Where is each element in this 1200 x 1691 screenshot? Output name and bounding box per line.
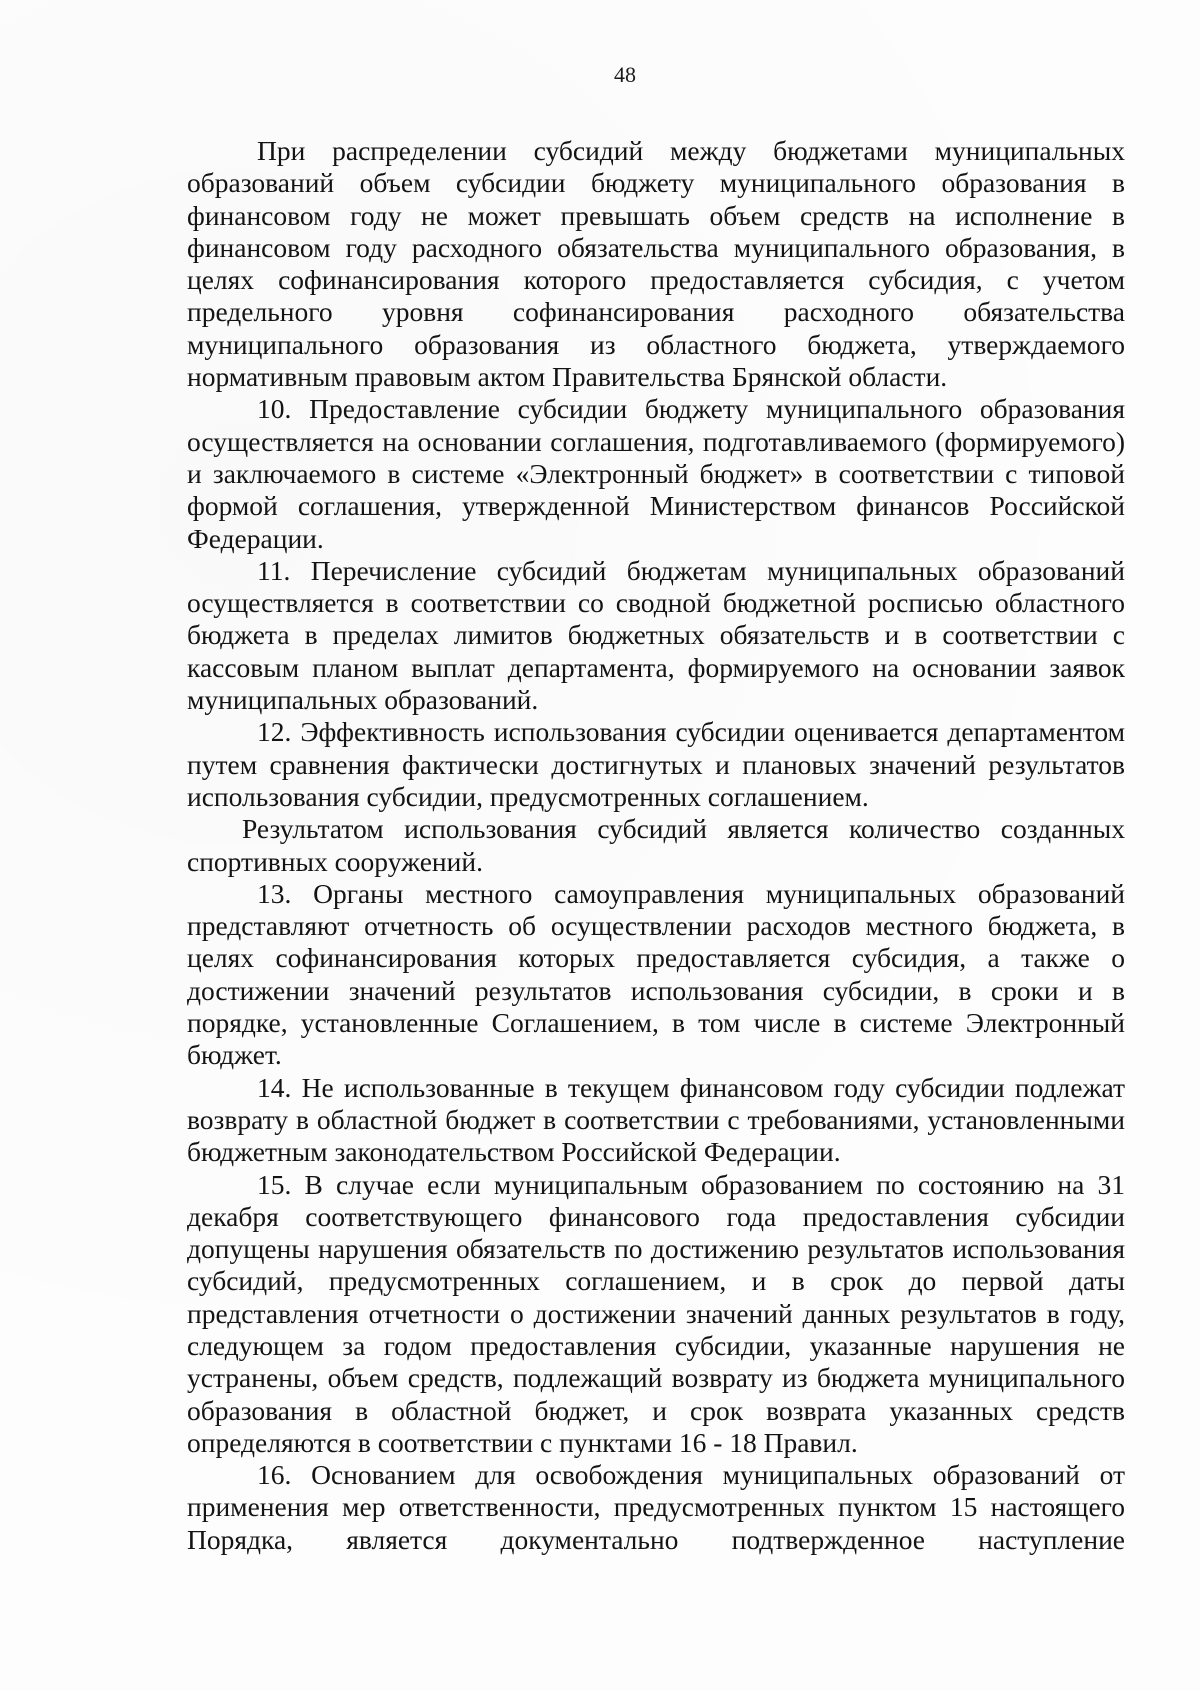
paragraph-11: 11. Перечисление субсидий бюджетам муниципальных образований осуществляется в соответствии со сводной бюджетной росписью областного бюджета в пределах лимитов бюджетных обязательств и в соответствии с кассовым планом выплат департамента, формируемого на основании заявок муниципальных образований. <box>187 554 1125 716</box>
page-number: 48 <box>614 62 636 87</box>
paragraph-16: 16. Основанием для освобождения муниципальных образований от применения мер ответственности, предусмотренных пунктом 15 настоящего Порядка, является документально подтвержденное наступление <box>187 1459 1125 1555</box>
paragraph-15: 15. В случае если муниципальным образованием по состоянию на 31 декабря соответствующего финансового года предоставления субсидии допущены нарушения обязательств по достижению результатов использования субсидий, предусмотренных соглашением, и в срок до первой даты представления отчетности о достижении значений данных результатов в году, следующем за годом предоставления субсидии, указанные нарушения не устранены, объем средств, подлежащий возврату из бюджета муниципального образования в областной бюджет, и срок возврата указанных средств определяются в соответствии с пунктами 16 - 18 Правил. <box>187 1168 1125 1458</box>
paragraph-10: 10. Предоставление субсидии бюджету муниципального образования осуществляется на основании соглашения, подготавливаемого (формируемого) и заключаемого в системе «Электронный бюджет» в соответствии с типовой формой соглашения, утвержденной Министерством финансов Российской Федерации. <box>187 393 1125 554</box>
document-body <box>187 135 1125 1556</box>
paragraph-subsidy-distribution: При распределении субсидий между бюджетами муниципальных образований объем субсидии бюджету муниципального образования в финансовом году не может превышать объем средств на исполнение в финансовом году расходного обязательства муниципального образования, в целях софинансирования которого предоставляется субсидия, с учетом предельного уровня софинансирования расходного обязательства муниципального образования из областного бюджета, утверждаемого нормативным правовым актом Правительства Брянской области. <box>187 135 1125 393</box>
paragraph-12: 12. Эффективность использования субсидии оценивается департаментом путем сравнения фактически достигнутых и плановых значений результатов использования субсидии, предусмотренных соглашением. <box>187 716 1125 812</box>
paragraph-13: 13. Органы местного самоуправления муниципальных образований представляют отчетность об осуществлении расходов местного бюджета, в целях софинансирования которых предоставляется субсидия, а также о достижении значений результатов использования субсидии, в сроки и в порядке, установленные Соглашением, в том числе в системе Электронный бюджет. <box>187 877 1125 1071</box>
paragraph-14: 14. Не использованные в текущем финансовом году субсидии подлежат возврату в областной бюджет в соответствии с требованиями, установленными бюджетным законодательством Российской Федерации. <box>187 1071 1125 1168</box>
paragraph-result: Результатом использования субсидий является количество созданных спортивных сооружений. <box>187 813 1125 877</box>
